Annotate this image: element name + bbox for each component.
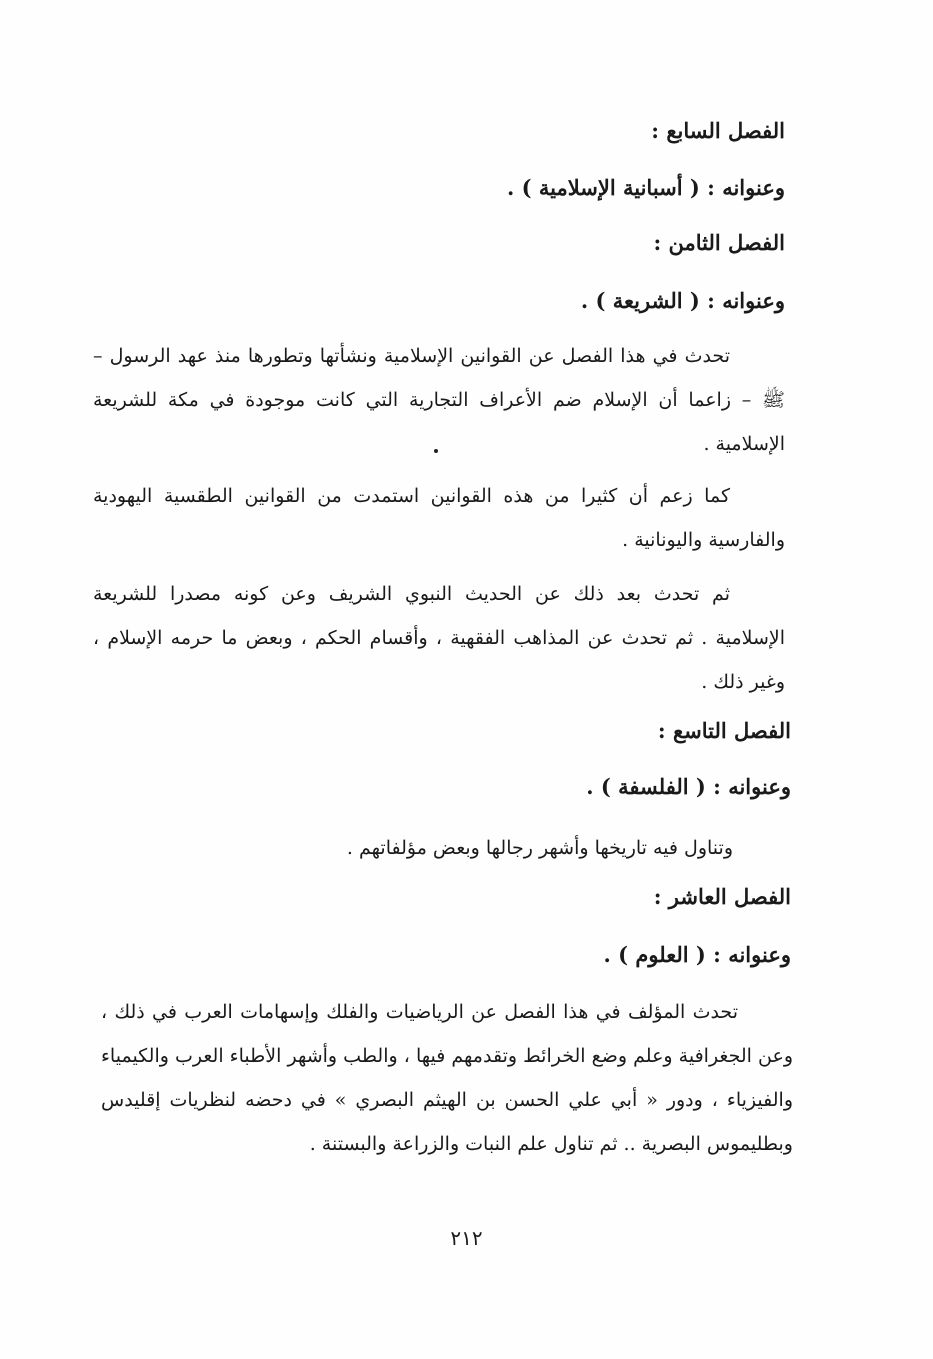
chapter-8-title: وعنوانه : ( الشريعة ) . bbox=[580, 288, 785, 313]
chapter-7-heading: الفصل السابع : bbox=[651, 118, 785, 143]
chapter-10-heading: الفصل العاشر : bbox=[653, 884, 791, 909]
chapter-8-paragraph-2: كما زعم أن كثيرا من هذه القوانين استمدت من القوانين الطقسية اليهودية والفارسية واليونانية . bbox=[93, 485, 785, 551]
chapter-7-title: وعنوانه : ( أسبانية الإسلامية ) . bbox=[507, 175, 785, 200]
chapter-8-paragraph-1: تحدث في هذا الفصل عن القوانين الإسلامية ونشأتها وتطورها منذ عهد الرسول – ﷺ – زاعما أن الإسلام ضم الأعراف التجارية التي كانت موجودة في مكة للشريعة الإسلامية . bbox=[93, 345, 785, 455]
chapter-10-title: وعنوانه : ( العلوم ) . bbox=[603, 942, 791, 967]
chapter-9-heading: الفصل التاسع : bbox=[657, 718, 791, 743]
page-number: ٢١٢ bbox=[450, 1226, 483, 1250]
chapter-9-title: وعنوانه : ( الفلسفة ) . bbox=[586, 774, 791, 799]
stray-dot-mark bbox=[434, 449, 438, 453]
chapter-8-heading: الفصل الثامن : bbox=[653, 230, 785, 255]
chapter-10-paragraph: تحدث المؤلف في هذا الفصل عن الرياضيات والفلك وإسهامات العرب في ذلك ، وعن الجغرافية وعلم وضع الخرائط وتقدمهم فيها ، والطب وأشهر الأطباء العرب والكيمياء والفيزياء ، ودور « أبي علي الحسن بن الهيثم البصري » في دحضه لنظريات إقليدس وبطليموس البصرية .. ثم تناول علم النبات والزراعة والبستنة . bbox=[101, 1001, 793, 1155]
chapter-8-paragraph-3: ثم تحدث بعد ذلك عن الحديث النبوي الشريف وعن كونه مصدرا للشريعة الإسلامية . ثم تحدث عن المذاهب الفقهية ، وأقسام الحكم ، وبعض ما حرمه الإسلام ، وغير ذلك . bbox=[93, 583, 785, 693]
chapter-9-paragraph: وتناول فيه تاريخها وأشهر رجالها وبعض مؤلفاتهم . bbox=[346, 837, 733, 859]
